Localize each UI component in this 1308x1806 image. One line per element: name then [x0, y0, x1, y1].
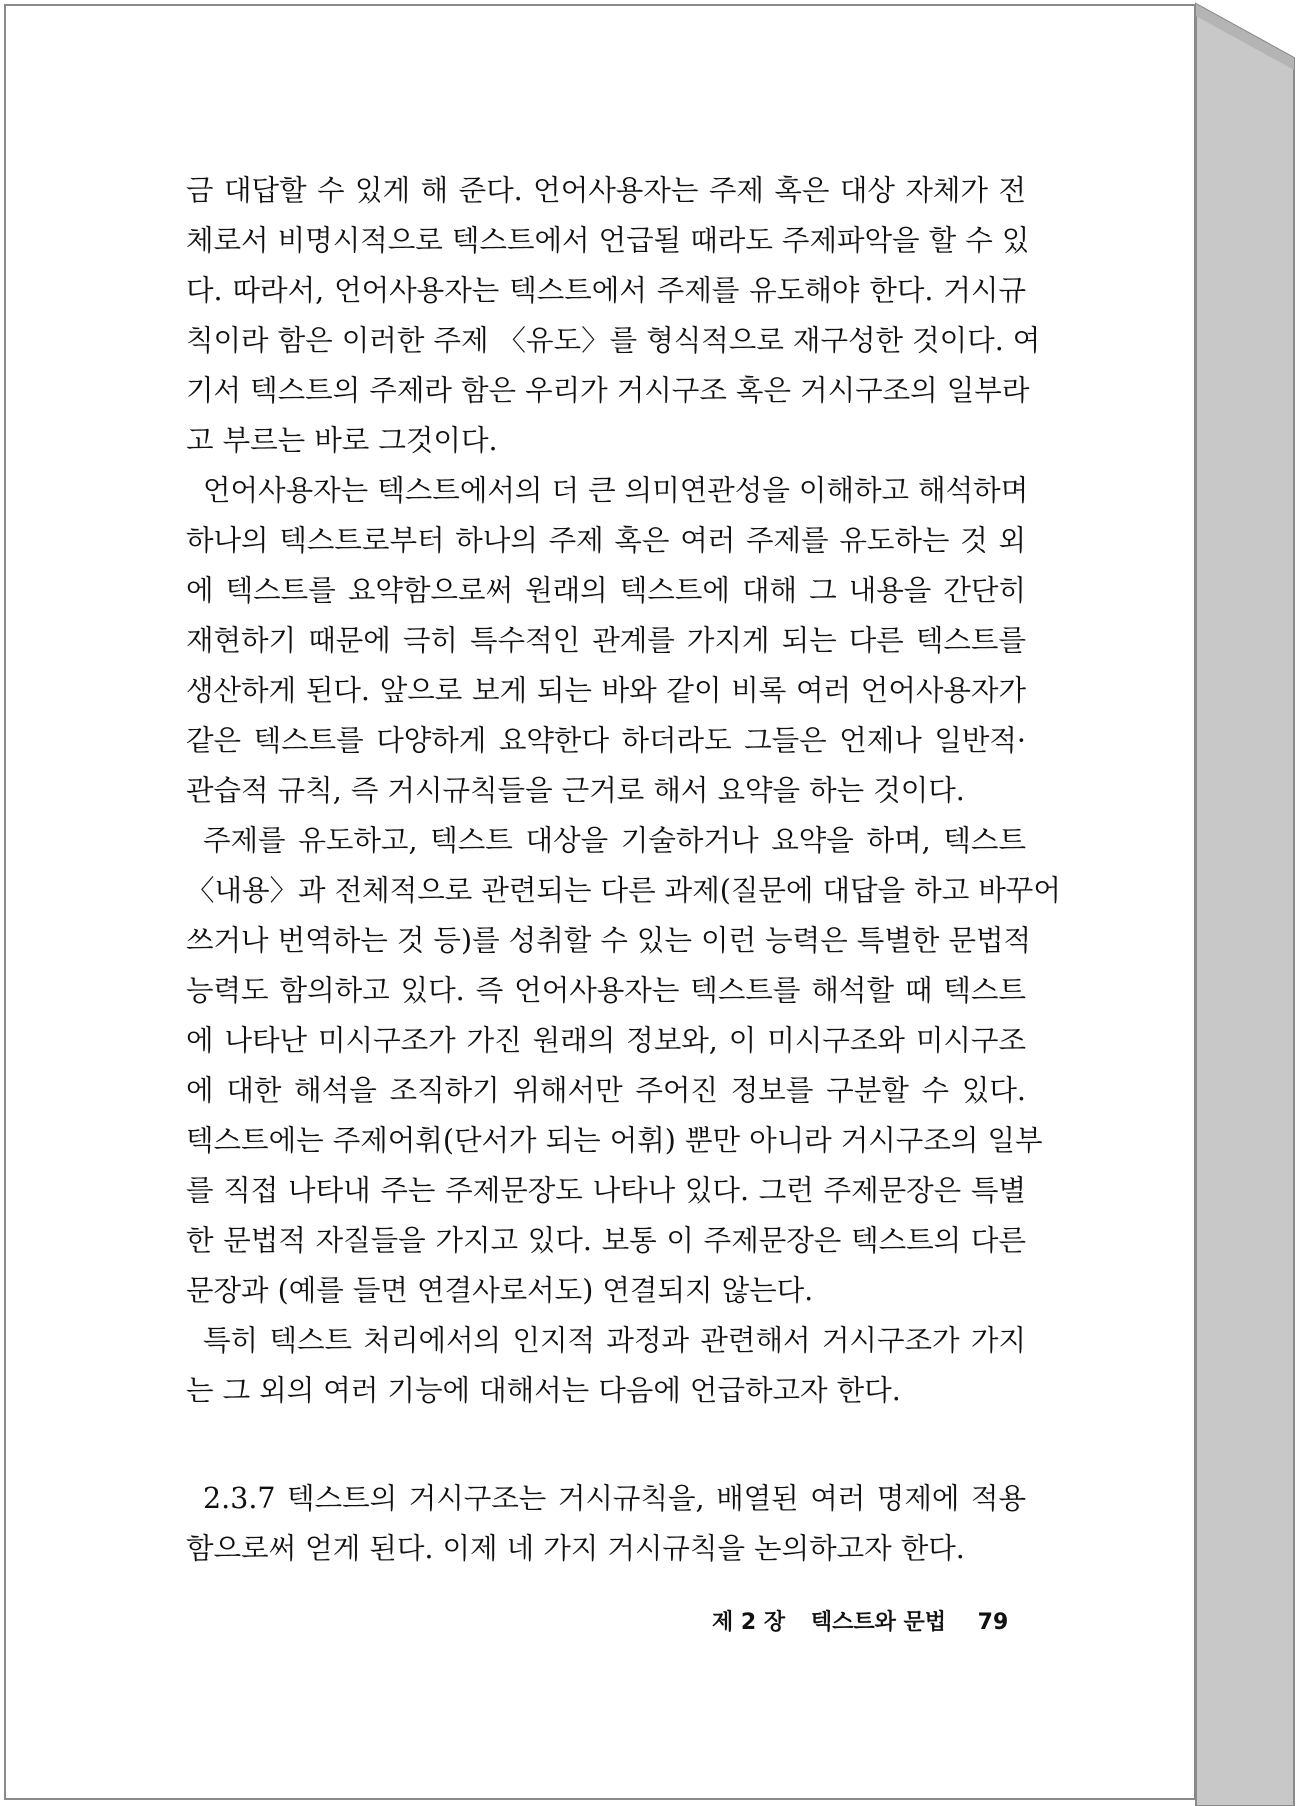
paragraph-2: [186, 466, 1029, 816]
text-line: 하나의 텍스트로부터 하나의 주제 혹은 여러 주제를 유도하는 것 외: [186, 524, 1026, 557]
text-line: 같은 텍스트를 다양하게 요약한다 하더라도 그들은 언제나 일반적·: [186, 724, 1026, 757]
paragraph-3: [186, 816, 1061, 1316]
text-line: 텍스트에는 주제어휘(단서가 되는 어휘) 뿐만 아니라 거시구조의 일부: [186, 1124, 1043, 1157]
text-line: 에 대한 해석을 조직하기 위해서만 주어진 정보를 구분할 수 있다.: [186, 1074, 1026, 1107]
text-line: 〈내용〉과 전체적으로 관련되는 다른 과제(질문에 대답을 하고 바꾸어: [186, 874, 1061, 907]
text-line: 체로서 비명시적으로 텍스트에서 언급될 때라도 주제파악을 할 수 있: [186, 224, 1030, 257]
text-line: 를 직접 나타내 주는 주제문장도 나타나 있다. 그런 주제문장은 특별: [186, 1174, 1026, 1207]
text-line: 에 나타난 미시구조가 가진 원래의 정보와, 이 미시구조와 미시구조: [186, 1024, 1026, 1057]
text-line: 에 텍스트를 요약함으로써 원래의 텍스트에 대해 그 내용을 간단히: [186, 574, 1026, 607]
footer-chapter: 제 2 장: [712, 1610, 786, 1635]
text-line: 생산하게 된다. 앞으로 보게 되는 바와 같이 비록 여러 언어사용자가: [186, 674, 1026, 707]
text-line: 능력도 함의하고 있다. 즉 언어사용자는 텍스트를 해석할 때 텍스트: [186, 974, 1026, 1007]
text-line: 칙이라 함은 이러한 주제 〈유도〉를 형식적으로 재구성한 것이다. 여: [186, 324, 1041, 357]
text-line: 관습적 규칙, 즉 거시규칙들을 근거로 해서 요약을 하는 것이다.: [186, 774, 965, 807]
text-line: 기서 텍스트의 주제라 함은 우리가 거시구조 혹은 거시구조의 일부라: [186, 374, 1030, 407]
text-line: 금 대답할 수 있게 해 준다. 언어사용자는 주제 혹은 대상 자체가 전: [186, 174, 1026, 207]
text-line: 주제를 유도하고, 텍스트 대상을 기술하거나 요약을 하며, 텍스트: [203, 824, 1026, 857]
text-line: 문장과 (예를 들면 연결사로서도) 연결되지 않는다.: [186, 1274, 814, 1307]
text-line: 는 그 외의 여러 기능에 대해서는 다음에 언급하고자 한다.: [186, 1374, 901, 1407]
text-line: 쓰거나 번역하는 것 등)를 성취할 수 있는 이런 능력은 특별한 문법적: [186, 924, 1032, 957]
paragraph-4: [186, 1316, 1026, 1416]
text-line: 언어사용자는 텍스트에서의 더 큰 의미연관성을 이해하고 해석하며: [203, 474, 1029, 507]
page-footer: [712, 1605, 1008, 1636]
text-line: 다. 따라서, 언어사용자는 텍스트에서 주제를 유도해야 한다. 거시규: [186, 274, 1026, 307]
section-2-3-7: [186, 1474, 1026, 1574]
text-line: 한 문법적 자질들을 가지고 있다. 보통 이 주제문장은 텍스트의 다른: [186, 1224, 1026, 1257]
text-line: 2.3.7 텍스트의 거시구조는 거시규칙을, 배열된 여러 명제에 적용: [203, 1482, 1026, 1515]
text-line: 특히 텍스트 처리에서의 인지적 과정과 관련해서 거시구조가 가지: [203, 1324, 1026, 1357]
text-line: 고 부르는 바로 그것이다.: [186, 424, 498, 457]
text-line: 함으로써 얻게 된다. 이제 네 가지 거시규칙을 논의하고자 한다.: [186, 1532, 965, 1565]
text-line: 재현하기 때문에 극히 특수적인 관계를 가지게 되는 다른 텍스트를: [186, 624, 1026, 657]
page-body-text: [186, 166, 1061, 1574]
section-gap: [186, 1416, 1026, 1474]
footer-chapter-title: 텍스트와 문법: [810, 1610, 946, 1635]
page-number: 79: [977, 1610, 1009, 1635]
paragraph-1: [186, 166, 1041, 466]
